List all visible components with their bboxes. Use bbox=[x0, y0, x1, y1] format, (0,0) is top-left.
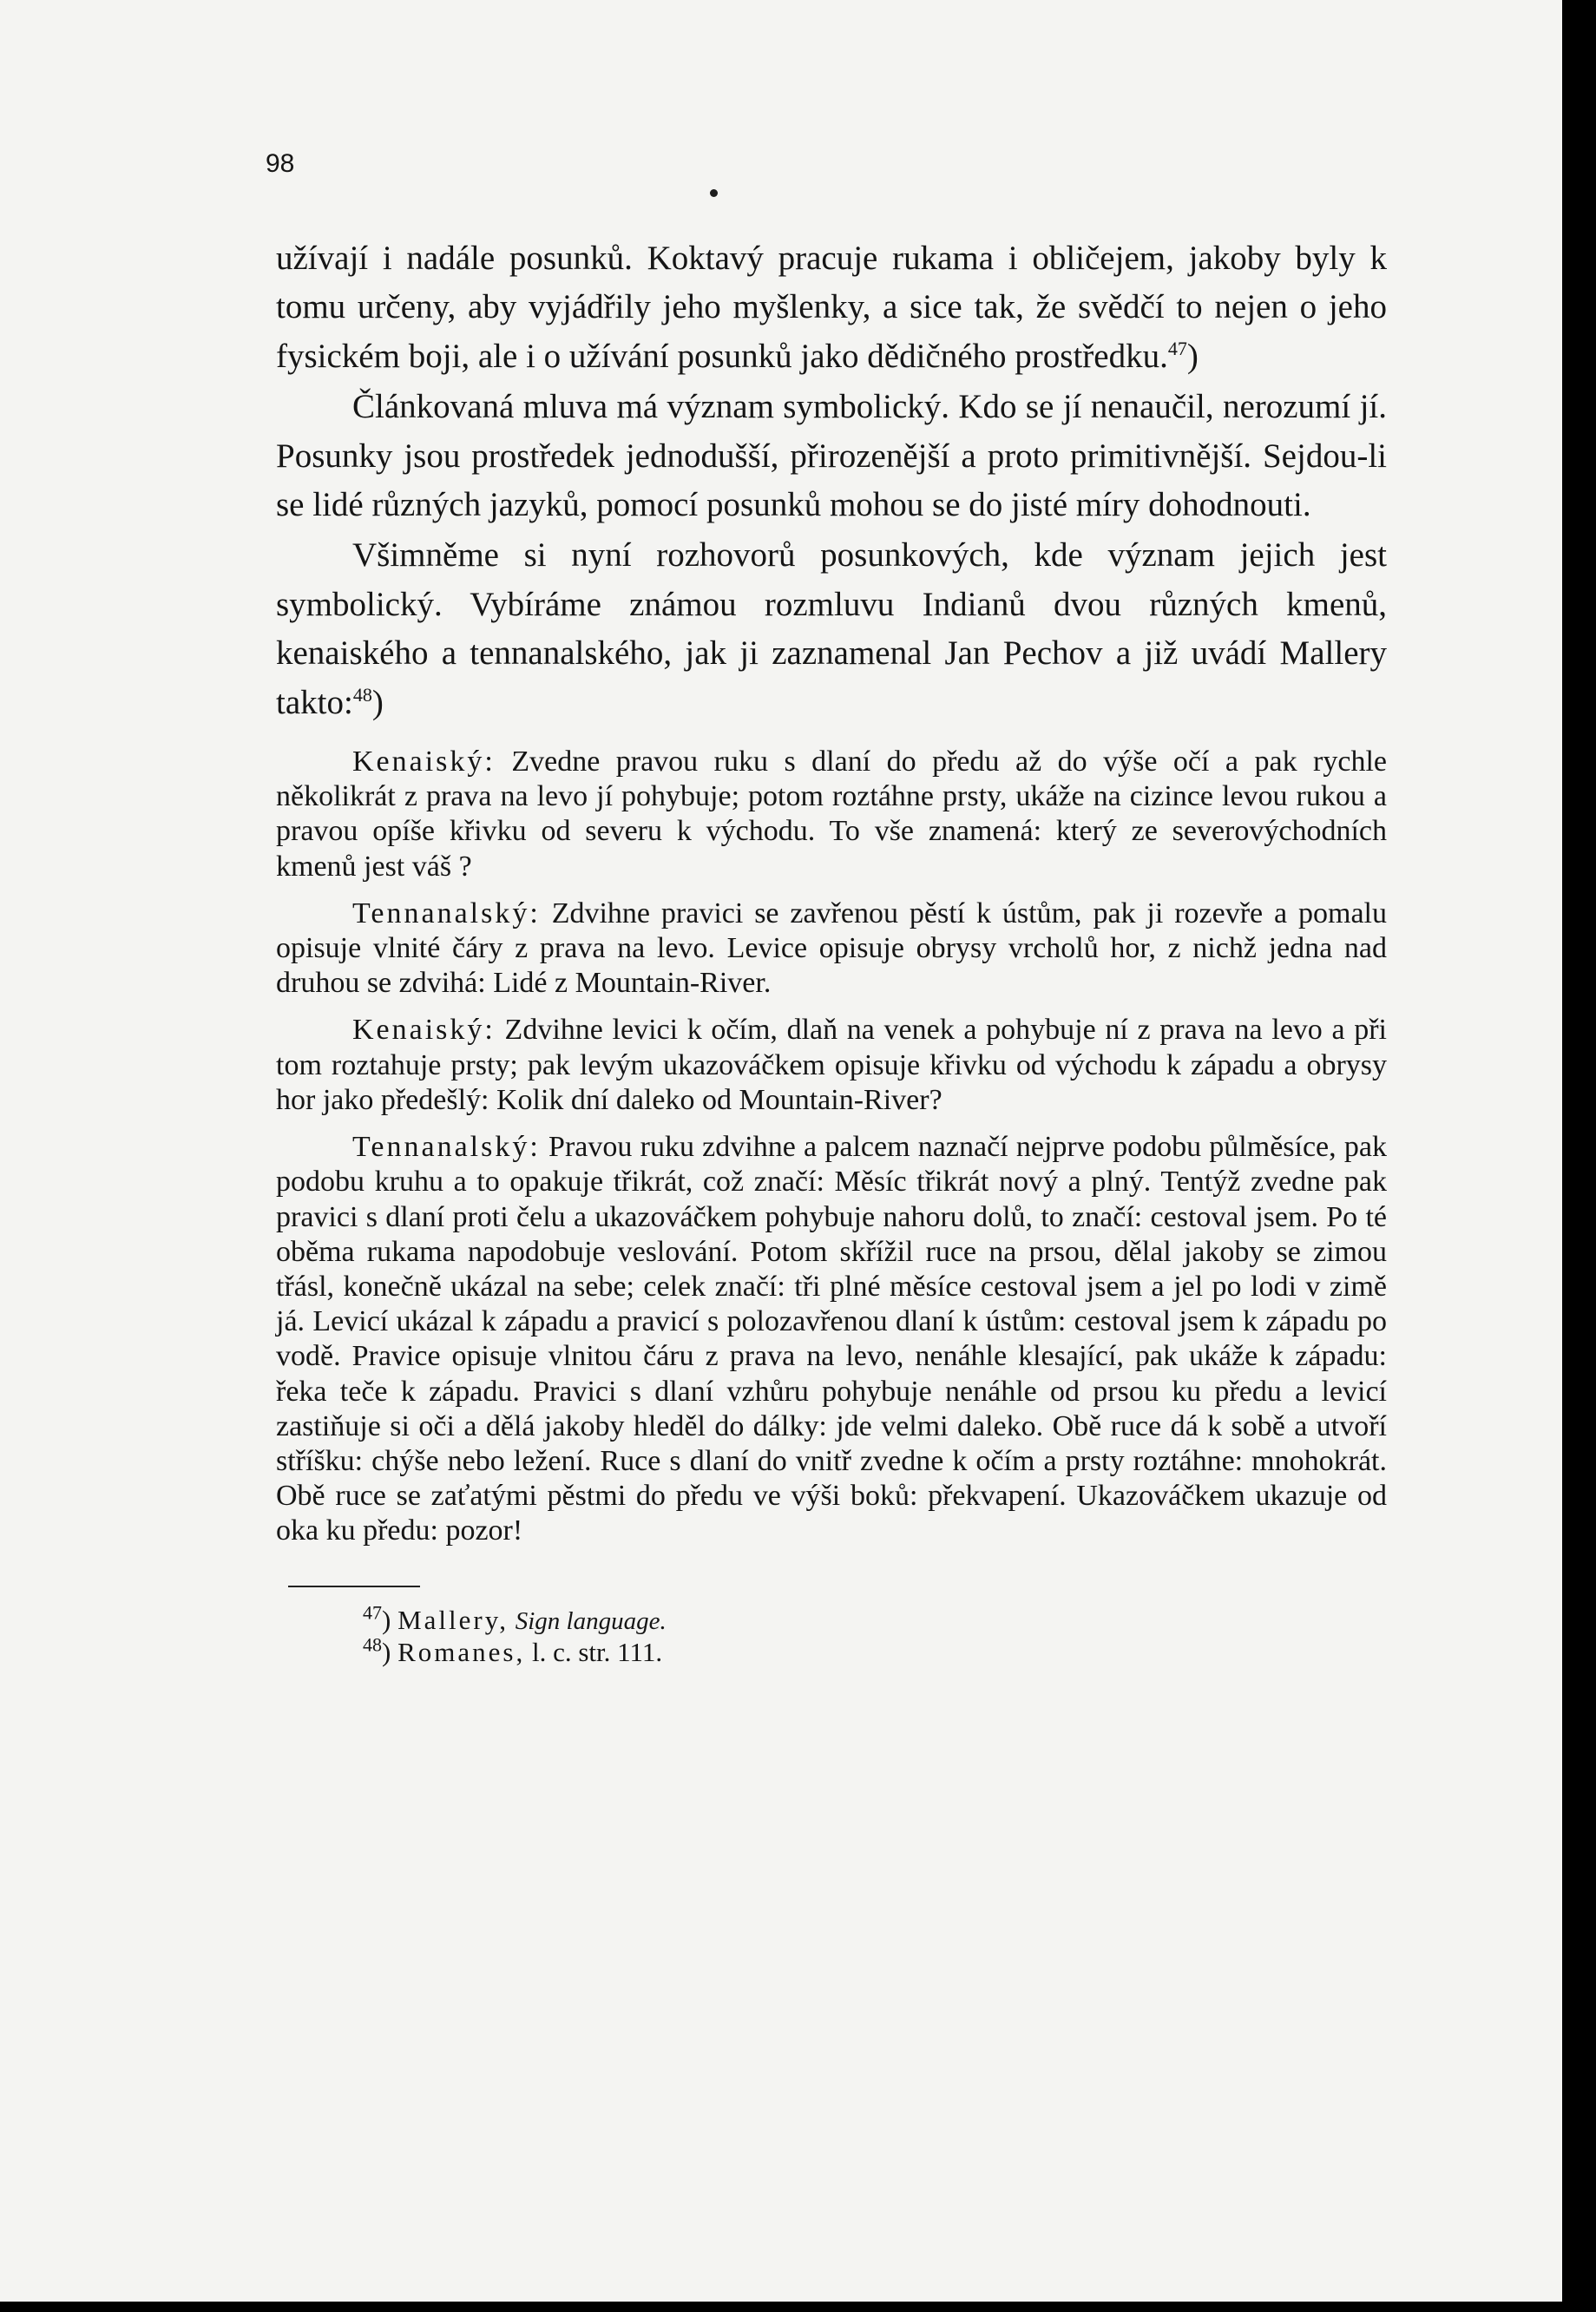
speaker-label: Kenaiský: bbox=[352, 1014, 496, 1047]
paragraph-3 bbox=[276, 531, 1387, 727]
speaker-label: Tennanalský: bbox=[352, 897, 541, 929]
dialogue-entry bbox=[276, 1013, 1387, 1118]
footnote-author: Mallery, bbox=[397, 1604, 509, 1635]
dialogue-text: Pravou ruku zdvihne a palcem naznačí nejprve podobu půlměsíce, pak podobu kruhu a to opakuje třikrát, což značí: Měsíc třikrát nový a plný. Tentýž zvedne pak pravici s dlaní proti čelu a ukazováčkem pohybuje nahoru dolů, to značí: cestoval jsem. Po té oběma rukama napodobuje veslování. Potom skřížil ruce na prsou, dělal jakoby se zimou třásl, konečně ukázal na sebe; celek značí: tři plné měsíce cestoval jsem a jel po lodi v zimě já. Levicí ukázal k západu a pravicí s polozavřenou dlaní k ústům: cestoval jsem k západu po vodě. Pravice opisuje vlnitou čáru z prava na levo, nenáhle klesající, pak ukáže k západu: řeka teče k západu. Pravici s dlaní vzhůru pohybuje nenáhle od prsou ku předu a levicí zastiňuje si oči a dělá jakoby hleděl do dálky: jde velmi daleko. Obě ruce dá k sobě a utvoří stříšku: chýše nebo ležení. Ruce s dlaní do vnitř zvedne k očím a prsty roztáhne: mnohokrát. Obě ruce se zaťatými pěstmi do předu ve výši boků: překvapení. Ukazováčkem ukazuje od oka ku předu: pozor! bbox=[276, 1131, 1387, 1547]
footnote-mark: 48 bbox=[363, 1633, 382, 1656]
dialogue-text: Zvedne pravou ruku s dlaní do předu až do výše očí a pak rychle několikrát z prava na levo jí pohybuje; potom roztáhne prsty, ukáže na cizince levou rukou a pravou opíše křivku od severu k východu. To vše znamená: který ze severovýchodních kmenů jest váš ? bbox=[276, 745, 1387, 883]
footnote-ref-close: ) bbox=[371, 683, 384, 721]
dialogue-entry bbox=[276, 1130, 1387, 1548]
footnote-ref-47: 47 bbox=[1167, 337, 1187, 359]
footnote-48 bbox=[363, 1633, 1387, 1668]
paragraph-text: Článkovaná mluva má význam symbolický. Kdo se jí nenaučil, nerozumí jí. Posunky jsou prostředek jednodušší, přirozenější a proto primitivnější. Sejdou-li se lidé různých jazyků, pomocí posunků mohou se do jisté míry dohodnouti. bbox=[276, 388, 1387, 524]
footnote-ref-48: 48 bbox=[352, 683, 372, 706]
dialogue-entry bbox=[276, 745, 1387, 884]
footnote-reference: l. c. str. 111. bbox=[531, 1636, 663, 1667]
footnotes bbox=[363, 1601, 1387, 1668]
scan-edge-right bbox=[1562, 0, 1596, 2312]
footnote-title: Sign language. bbox=[515, 1606, 667, 1635]
dialogue-text: Zdvihne levici k očím, dlaň na venek a pohybuje ní z prava na levo a při tom roztahuje prsty; pak levým ukazováčkem opisuje křivku od východu k západu a obrysy hor jako předešlý: Kolik dní daleko od Mountain-River? bbox=[276, 1014, 1388, 1116]
dialogue-text: Zdvihne pravici se zavřenou pěstí k ústům, pak ji rozevře a pomalu opisuje vlnité čáry z prava na levo. Levice opisuje obrysy vrcholů hor, z nichž jedna nad druhou se zdvihá: Lidé z Mountain-River. bbox=[276, 897, 1388, 1000]
footnote-mark-close: ) bbox=[382, 1636, 391, 1667]
paragraph-text: užívají i nadále posunků. Koktavý pracuje rukama i obličejem, jakoby byly k tomu určeny, aby vyjádřily jeho myšlenky, a sice tak, že svědčí to nejen o jeho fysickém boji, ale i o užívání posunků jako dědičného prostředku. bbox=[276, 240, 1387, 375]
footnote-mark: 47 bbox=[363, 1601, 382, 1624]
footnote-47 bbox=[363, 1601, 1387, 1637]
paragraph-2 bbox=[276, 383, 1387, 529]
paragraph-text: Všimněme si nyní rozhovorů posunkových, kde význam jejich jest symbolický. Vybíráme známou rozmluvu Indianů dvou různých kmenů, kenaiského a tennanalského, jak ji zaznamenal Jan Pechov a již uvádí Mallery takto: bbox=[276, 536, 1387, 721]
speaker-label: Kenaiský: bbox=[352, 745, 496, 778]
dialogue-entry bbox=[276, 897, 1387, 1002]
footnote-mark-close: ) bbox=[382, 1604, 391, 1635]
footnote-ref-close: ) bbox=[1186, 337, 1199, 375]
scan-edge-bottom bbox=[0, 2302, 1596, 2312]
ink-speck bbox=[710, 189, 718, 197]
paragraph-1 bbox=[276, 234, 1387, 381]
footnote-divider bbox=[288, 1586, 420, 1587]
page-body bbox=[276, 234, 1387, 1668]
footnote-author: Romanes, bbox=[397, 1636, 526, 1667]
page-number: 98 bbox=[266, 149, 295, 178]
speaker-label: Tennanalský: bbox=[352, 1131, 541, 1164]
